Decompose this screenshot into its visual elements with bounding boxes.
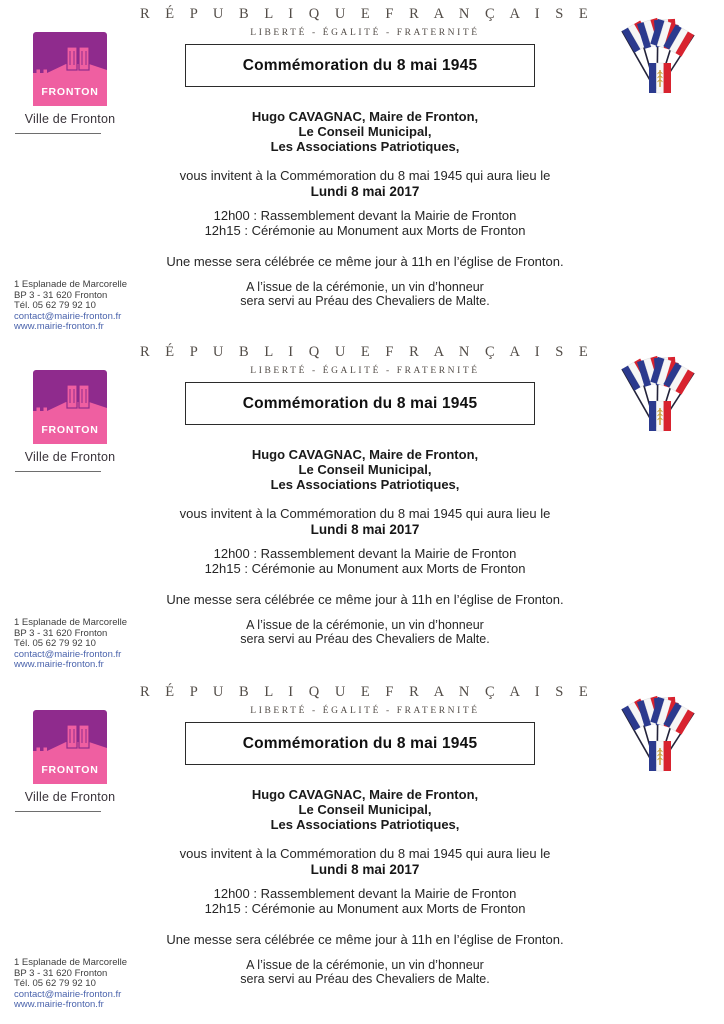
- caption-divider: [15, 811, 101, 812]
- reception-line-2: sera servi au Préau des Chevaliers de Malte.: [240, 293, 490, 308]
- invitation-block: [120, 506, 610, 537]
- organizer-associations: Les Associations Patriotiques,: [270, 477, 460, 492]
- organizers-block: [140, 787, 590, 832]
- reception-line-1: A l’issue de la cérémonie, un vin d’honneur: [246, 618, 484, 632]
- organizer-mayor: Hugo CAVAGNAC, Maire de Fronton,: [251, 447, 479, 462]
- website-link[interactable]: www.mairie-fronton.fr: [14, 659, 104, 671]
- address-line-2: BP 3 - 31 620 Fronton: [14, 289, 108, 301]
- schedule-item-1: 12h00 : Rassemblement devant la Mairie de Fronton: [213, 208, 517, 223]
- reception-note: [140, 281, 590, 308]
- event-date: Lundi 8 mai 2017: [310, 521, 420, 537]
- address-line-2: BP 3 - 31 620 Fronton: [14, 627, 108, 639]
- address-phone: Tél. 05 62 79 92 10: [14, 978, 96, 990]
- organizers-block: [140, 447, 590, 492]
- email-link[interactable]: contact@mairie-fronton.fr: [14, 648, 122, 660]
- reception-note: [140, 959, 590, 986]
- french-flags-icon: [608, 694, 708, 784]
- reception-note: [140, 619, 590, 646]
- devise-header: LIBERTÉ - ÉGALITÉ - FRATERNITÉ: [250, 366, 480, 376]
- title-box: [185, 722, 535, 765]
- address-phone: Tél. 05 62 79 92 10: [14, 638, 96, 650]
- title-box: [185, 382, 535, 425]
- reception-line-2: sera servi au Préau des Chevaliers de Malte.: [240, 971, 490, 986]
- french-flags-icon: [608, 16, 708, 106]
- republique-header: R É P U B L I Q U E F R A N Ç A I S E: [140, 6, 594, 22]
- caption-divider: [15, 471, 101, 472]
- schedule-block: [140, 209, 590, 238]
- address-phone: Tél. 05 62 79 92 10: [14, 300, 96, 312]
- schedule-item-2: 12h15 : Cérémonie au Monument aux Morts de Fronton: [204, 900, 526, 916]
- email-link[interactable]: contact@mairie-fronton.fr: [14, 310, 122, 322]
- logo-wordmark: FRONTON: [41, 764, 99, 776]
- organizer-council: Le Conseil Municipal,: [298, 124, 432, 139]
- logo-wordmark: FRONTON: [41, 86, 99, 98]
- invitation-text: vous invitent à la Commémoration du 8 mai 1945 qui aura lieu le: [179, 168, 551, 183]
- flyer-title: Commémoration du 8 mai 1945: [242, 56, 478, 74]
- reception-line-2: sera servi au Préau des Chevaliers de Malte.: [240, 631, 490, 646]
- title-box: [185, 44, 535, 87]
- fronton-logo: [33, 710, 107, 784]
- email-link[interactable]: contact@mairie-fronton.fr: [14, 988, 122, 1000]
- invitation-block: [120, 846, 610, 877]
- schedule-item-1: 12h00 : Rassemblement devant la Mairie de Fronton: [213, 546, 517, 561]
- caption-divider: [15, 133, 101, 134]
- flyer-title: Commémoration du 8 mai 1945: [242, 734, 478, 752]
- flyer-sheet: [0, 338, 724, 684]
- mass-note: Une messe sera célébrée ce même jour à 11h en l’église de Fronton.: [166, 254, 564, 269]
- logo-caption: Ville de Fronton: [24, 112, 116, 126]
- republique-header: R É P U B L I Q U E F R A N Ç A I S E: [140, 344, 594, 360]
- schedule-item-1: 12h00 : Rassemblement devant la Mairie de Fronton: [213, 886, 517, 901]
- logo-caption: Ville de Fronton: [24, 450, 116, 464]
- address-line-1: 1 Esplanade de Marcorelle: [14, 279, 128, 290]
- french-flags-icon: [608, 354, 708, 444]
- fronton-logo: [33, 370, 107, 444]
- website-link[interactable]: www.mairie-fronton.fr: [14, 321, 104, 333]
- invitation-text: vous invitent à la Commémoration du 8 mai 1945 qui aura lieu le: [179, 506, 551, 521]
- schedule-block: [140, 887, 590, 916]
- organizers-block: [140, 109, 590, 154]
- organizer-mayor: Hugo CAVAGNAC, Maire de Fronton,: [251, 109, 479, 124]
- website-link[interactable]: www.mairie-fronton.fr: [14, 999, 104, 1011]
- schedule-item-2: 12h15 : Cérémonie au Monument aux Morts de Fronton: [204, 560, 526, 576]
- organizer-council: Le Conseil Municipal,: [298, 462, 432, 477]
- mass-note: Une messe sera célébrée ce même jour à 11h en l’église de Fronton.: [166, 932, 564, 947]
- address-line-1: 1 Esplanade de Marcorelle: [14, 617, 128, 628]
- fronton-logo: [33, 32, 107, 106]
- event-date: Lundi 8 mai 2017: [310, 183, 420, 199]
- schedule-block: [140, 547, 590, 576]
- flyer-sheet: [0, 678, 724, 1024]
- address-line-1: 1 Esplanade de Marcorelle: [14, 957, 128, 968]
- organizer-council: Le Conseil Municipal,: [298, 802, 432, 817]
- devise-header: LIBERTÉ - ÉGALITÉ - FRATERNITÉ: [250, 28, 480, 38]
- schedule-item-2: 12h15 : Cérémonie au Monument aux Morts de Fronton: [204, 222, 526, 238]
- logo-wordmark: FRONTON: [41, 424, 99, 436]
- flyer-title: Commémoration du 8 mai 1945: [242, 394, 478, 412]
- logo-caption: Ville de Fronton: [24, 790, 116, 804]
- organizer-mayor: Hugo CAVAGNAC, Maire de Fronton,: [251, 787, 479, 802]
- invitation-text: vous invitent à la Commémoration du 8 mai 1945 qui aura lieu le: [179, 846, 551, 861]
- event-date: Lundi 8 mai 2017: [310, 861, 420, 877]
- reception-line-1: A l’issue de la cérémonie, un vin d’honneur: [246, 958, 484, 972]
- organizer-associations: Les Associations Patriotiques,: [270, 139, 460, 154]
- republique-header: R É P U B L I Q U E F R A N Ç A I S E: [140, 684, 594, 700]
- reception-line-1: A l’issue de la cérémonie, un vin d’honneur: [246, 280, 484, 294]
- flyer-sheet: [0, 0, 724, 346]
- address-line-2: BP 3 - 31 620 Fronton: [14, 967, 108, 979]
- devise-header: LIBERTÉ - ÉGALITÉ - FRATERNITÉ: [250, 706, 480, 716]
- invitation-block: [120, 168, 610, 199]
- organizer-associations: Les Associations Patriotiques,: [270, 817, 460, 832]
- mass-note: Une messe sera célébrée ce même jour à 11h en l’église de Fronton.: [166, 592, 564, 607]
